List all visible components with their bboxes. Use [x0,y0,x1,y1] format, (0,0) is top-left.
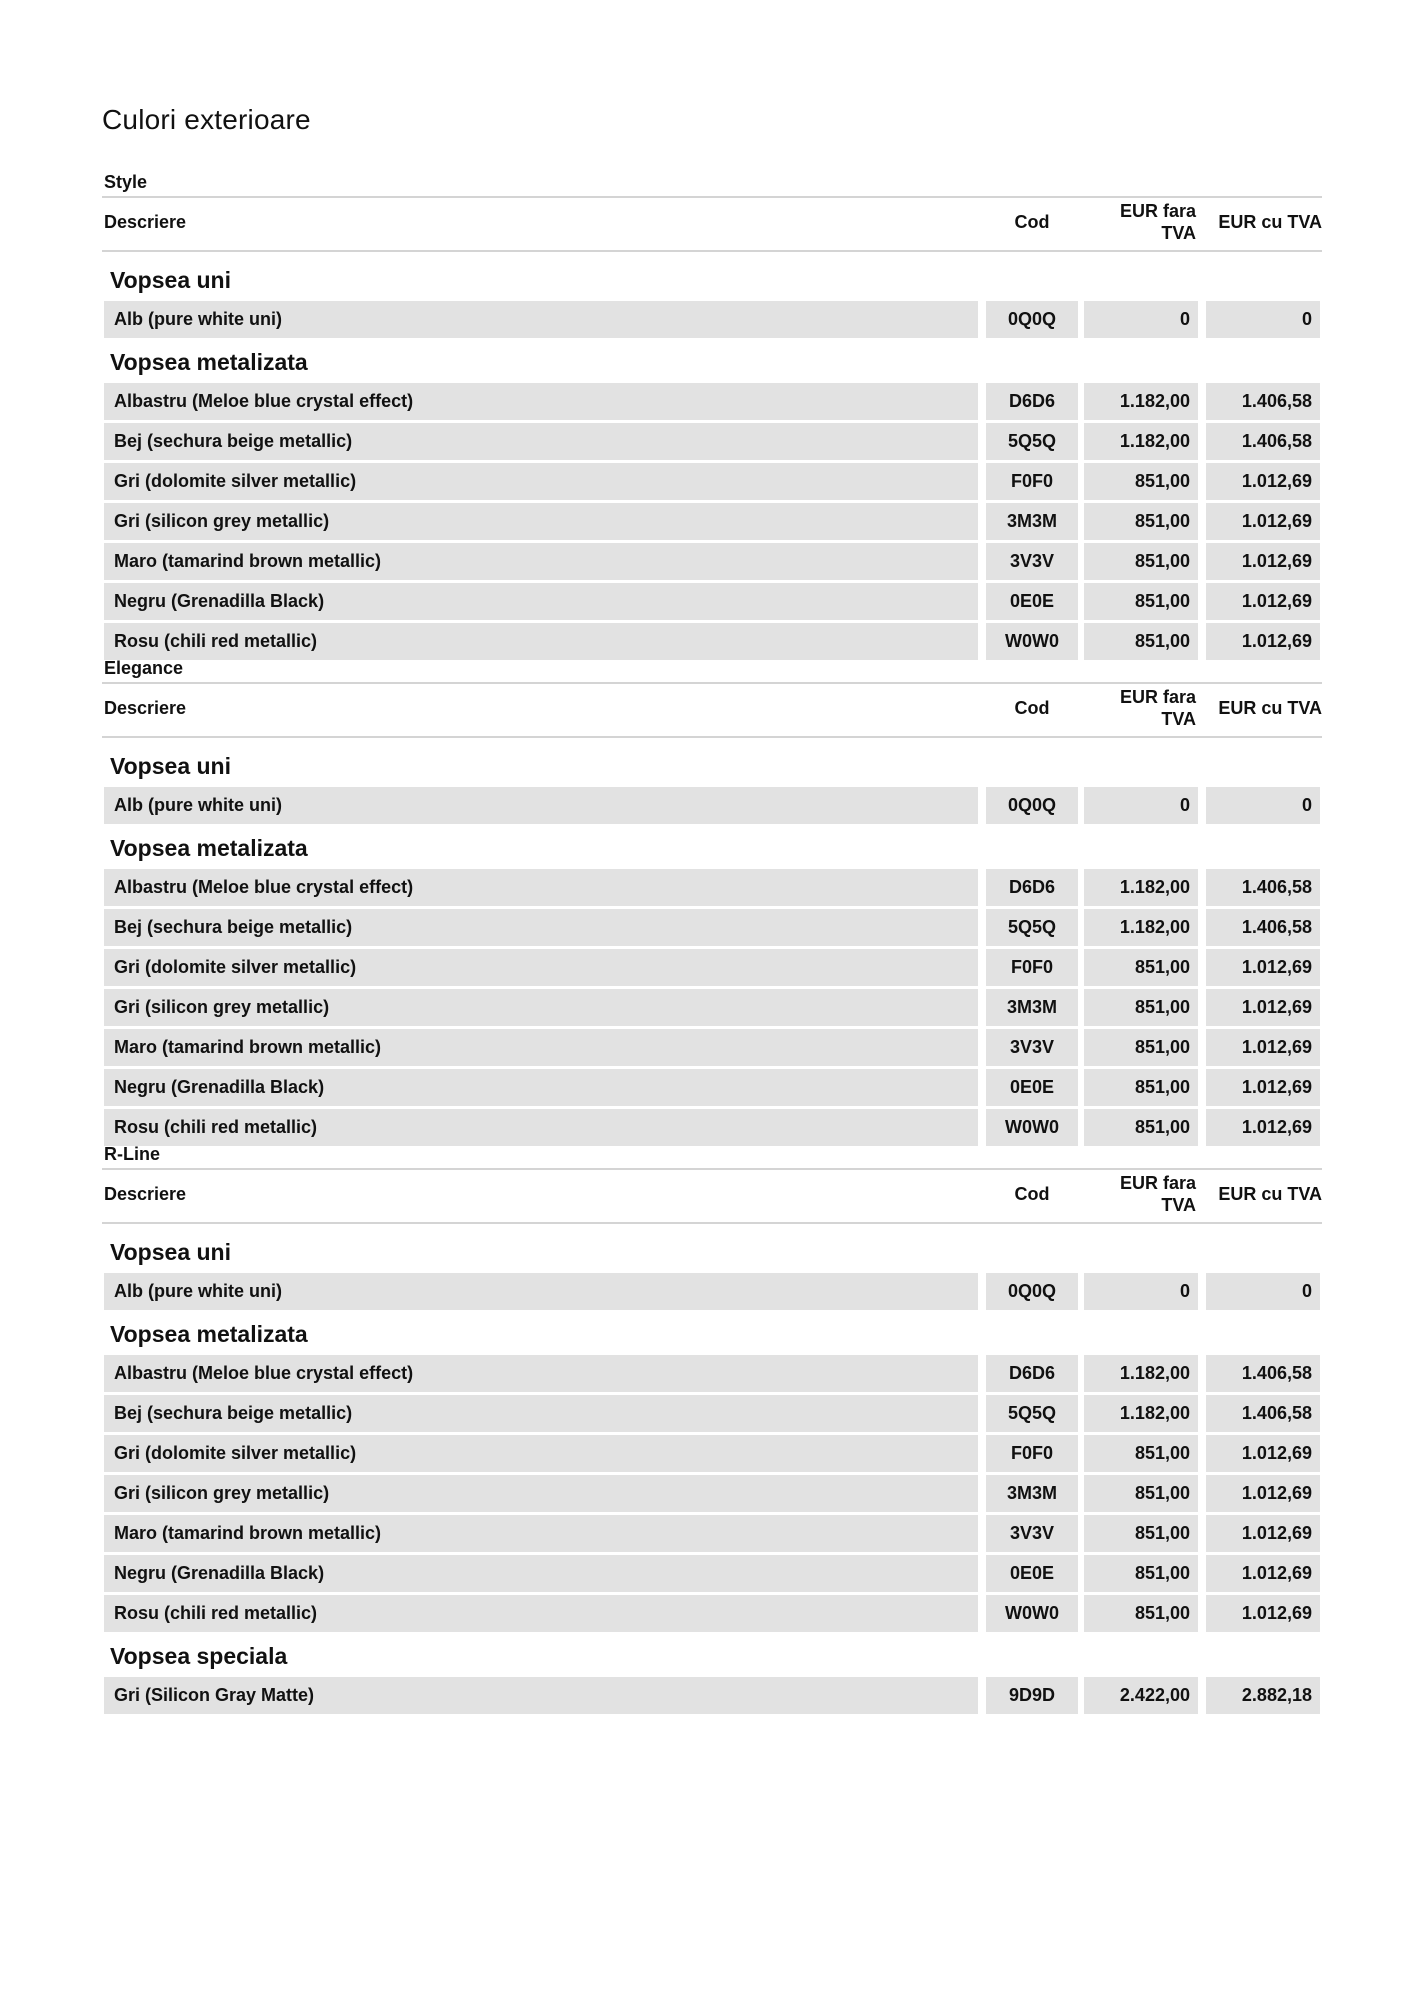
cell-description: Gri (dolomite silver metallic) [104,463,978,500]
cell-description: Rosu (chili red metallic) [104,623,978,660]
cell-price-without-vat: 1.182,00 [1084,909,1198,946]
cell-price-without-vat: 851,00 [1084,1555,1198,1592]
table-row [102,463,1322,500]
column-header-descriere: Descriere [104,1184,187,1204]
group-title: Vopsea metalizata [110,835,308,861]
cell-price-with-vat: 1.012,69 [1206,543,1320,580]
cell-description: Bej (sechura beige metallic) [104,909,978,946]
cell-description: Bej (sechura beige metallic) [104,423,978,460]
cell-price-with-vat: 1.012,69 [1206,503,1320,540]
cell-price-without-vat: 1.182,00 [1084,423,1198,460]
cell-description: Maro (tamarind brown metallic) [104,1029,978,1066]
cell-description: Alb (pure white uni) [104,787,978,824]
cell-price-without-vat: 851,00 [1084,543,1198,580]
column-header-eur-fara-tva: EUR fara TVA [1119,687,1196,729]
group-title: Vopsea speciala [110,1643,288,1669]
cell-description: Gri (silicon grey metallic) [104,989,978,1026]
cell-price-with-vat: 1.012,69 [1206,1435,1320,1472]
cell-price-without-vat: 851,00 [1084,1109,1198,1146]
cell-price-with-vat: 0 [1206,301,1320,338]
table-row [102,1435,1322,1472]
cell-description: Albastru (Meloe blue crystal effect) [104,1355,978,1392]
cell-code: F0F0 [986,1435,1078,1472]
table-row [102,1355,1322,1392]
table-row [102,869,1322,906]
table-row [102,1395,1322,1432]
cell-price-with-vat: 1.012,69 [1206,1109,1320,1146]
group-title: Vopsea uni [110,753,231,779]
cell-code: W0W0 [986,1109,1078,1146]
table-row [102,503,1322,540]
cell-price-without-vat: 1.182,00 [1084,869,1198,906]
cell-price-without-vat: 851,00 [1084,1475,1198,1512]
cell-description: Albastru (Meloe blue crystal effect) [104,383,978,420]
table-row [102,383,1322,420]
table-row [102,787,1322,824]
table-row [102,989,1322,1026]
trim-section-style [102,168,1322,663]
cell-description: Negru (Grenadilla Black) [104,1555,978,1592]
cell-price-with-vat: 0 [1206,787,1320,824]
trim-section-r-line [102,1140,1322,1717]
group-title: Vopsea uni [110,267,231,293]
cell-code: W0W0 [986,1595,1078,1632]
cell-price-without-vat: 0 [1084,1273,1198,1310]
cell-price-without-vat: 851,00 [1084,1595,1198,1632]
cell-code: 9D9D [986,1677,1078,1714]
table-row [102,1475,1322,1512]
cell-price-with-vat: 1.012,69 [1206,1515,1320,1552]
cell-price-with-vat: 1.406,58 [1206,1355,1320,1392]
cell-price-without-vat: 0 [1084,301,1198,338]
column-header-descriere: Descriere [104,698,187,718]
trim-title: R-Line [104,1144,160,1164]
cell-price-with-vat: 0 [1206,1273,1320,1310]
cell-description: Maro (tamarind brown metallic) [104,1515,978,1552]
cell-code: F0F0 [986,463,1078,500]
cell-price-with-vat: 1.012,69 [1206,949,1320,986]
cell-code: 0E0E [986,1555,1078,1592]
cell-code: 0E0E [986,1069,1078,1106]
cell-price-with-vat: 1.012,69 [1206,1475,1320,1512]
cell-code: D6D6 [986,869,1078,906]
cell-price-with-vat: 1.406,58 [1206,909,1320,946]
cell-code: 5Q5Q [986,909,1078,946]
cell-price-without-vat: 2.422,00 [1084,1677,1198,1714]
cell-price-with-vat: 1.012,69 [1206,463,1320,500]
cell-code: 3M3M [986,1475,1078,1512]
column-header-eur-fara-tva: EUR fara TVA [1119,201,1196,243]
cell-description: Negru (Grenadilla Black) [104,1069,978,1106]
table-row [102,423,1322,460]
cell-code: 3M3M [986,989,1078,1026]
table-row [102,1677,1322,1714]
cell-code: 0E0E [986,583,1078,620]
cell-price-with-vat: 2.882,18 [1206,1677,1320,1714]
cell-code: 5Q5Q [986,1395,1078,1432]
column-header-cod: Cod [1014,212,1050,232]
cell-price-with-vat: 1.012,69 [1206,1555,1320,1592]
cell-description: Gri (silicon grey metallic) [104,503,978,540]
table-row [102,1515,1322,1552]
trim-title: Elegance [104,658,184,678]
cell-price-without-vat: 851,00 [1084,1515,1198,1552]
cell-code: 3V3V [986,543,1078,580]
group-title: Vopsea uni [110,1239,231,1265]
cell-price-without-vat: 1.182,00 [1084,1355,1198,1392]
column-header-cod: Cod [1014,1184,1050,1204]
cell-price-with-vat: 1.012,69 [1206,989,1320,1026]
cell-code: 3V3V [986,1029,1078,1066]
cell-price-without-vat: 0 [1084,787,1198,824]
cell-price-without-vat: 851,00 [1084,1029,1198,1066]
cell-price-without-vat: 851,00 [1084,623,1198,660]
cell-price-with-vat: 1.406,58 [1206,1395,1320,1432]
group-title: Vopsea metalizata [110,1321,308,1347]
trim-section-elegance [102,654,1322,1149]
table-header [102,196,1322,252]
cell-code: 0Q0Q [986,787,1078,824]
table-row [102,909,1322,946]
cell-price-with-vat: 1.406,58 [1206,383,1320,420]
cell-price-with-vat: 1.406,58 [1206,423,1320,460]
page-title: Culori exterioare [102,104,311,135]
cell-code: F0F0 [986,949,1078,986]
cell-code: 3M3M [986,503,1078,540]
cell-price-without-vat: 1.182,00 [1084,383,1198,420]
table-row [102,583,1322,620]
cell-price-without-vat: 851,00 [1084,989,1198,1026]
cell-description: Gri (silicon grey metallic) [104,1475,978,1512]
column-header-descriere: Descriere [104,212,187,232]
cell-description: Negru (Grenadilla Black) [104,583,978,620]
cell-code: D6D6 [986,1355,1078,1392]
cell-description: Rosu (chili red metallic) [104,1109,978,1146]
table-row [102,1069,1322,1106]
column-header-eur-cu-tva: EUR cu TVA [1218,1184,1322,1204]
cell-price-with-vat: 1.012,69 [1206,583,1320,620]
cell-code: 0Q0Q [986,1273,1078,1310]
column-header-eur-cu-tva: EUR cu TVA [1218,698,1322,718]
cell-description: Rosu (chili red metallic) [104,1595,978,1632]
cell-description: Alb (pure white uni) [104,1273,978,1310]
cell-description: Bej (sechura beige metallic) [104,1395,978,1432]
cell-price-with-vat: 1.012,69 [1206,1595,1320,1632]
table-row [102,1595,1322,1632]
table-header [102,682,1322,738]
cell-code: D6D6 [986,383,1078,420]
cell-price-with-vat: 1.012,69 [1206,1069,1320,1106]
cell-price-without-vat: 851,00 [1084,463,1198,500]
group-title: Vopsea metalizata [110,349,308,375]
cell-price-with-vat: 1.012,69 [1206,1029,1320,1066]
cell-description: Albastru (Meloe blue crystal effect) [104,869,978,906]
cell-price-without-vat: 851,00 [1084,949,1198,986]
table-row [102,949,1322,986]
cell-price-without-vat: 851,00 [1084,1069,1198,1106]
table-row [102,543,1322,580]
table-row [102,1029,1322,1066]
cell-description: Alb (pure white uni) [104,301,978,338]
cell-price-without-vat: 851,00 [1084,503,1198,540]
cell-price-without-vat: 1.182,00 [1084,1395,1198,1432]
table-row [102,1273,1322,1310]
cell-code: 0Q0Q [986,301,1078,338]
cell-code: 3V3V [986,1515,1078,1552]
cell-code: W0W0 [986,623,1078,660]
table-row [102,301,1322,338]
cell-price-without-vat: 851,00 [1084,1435,1198,1472]
table-row [102,1555,1322,1592]
table-header [102,1168,1322,1224]
column-header-eur-cu-tva: EUR cu TVA [1218,212,1322,232]
column-header-cod: Cod [1014,698,1050,718]
trim-title: Style [104,172,148,192]
column-header-eur-fara-tva: EUR fara TVA [1119,1173,1196,1215]
cell-price-with-vat: 1.012,69 [1206,623,1320,660]
cell-description: Gri (dolomite silver metallic) [104,1435,978,1472]
cell-code: 5Q5Q [986,423,1078,460]
cell-price-without-vat: 851,00 [1084,583,1198,620]
cell-description: Gri (dolomite silver metallic) [104,949,978,986]
cell-description: Gri (Silicon Gray Matte) [104,1677,978,1714]
cell-description: Maro (tamarind brown metallic) [104,543,978,580]
cell-price-with-vat: 1.406,58 [1206,869,1320,906]
